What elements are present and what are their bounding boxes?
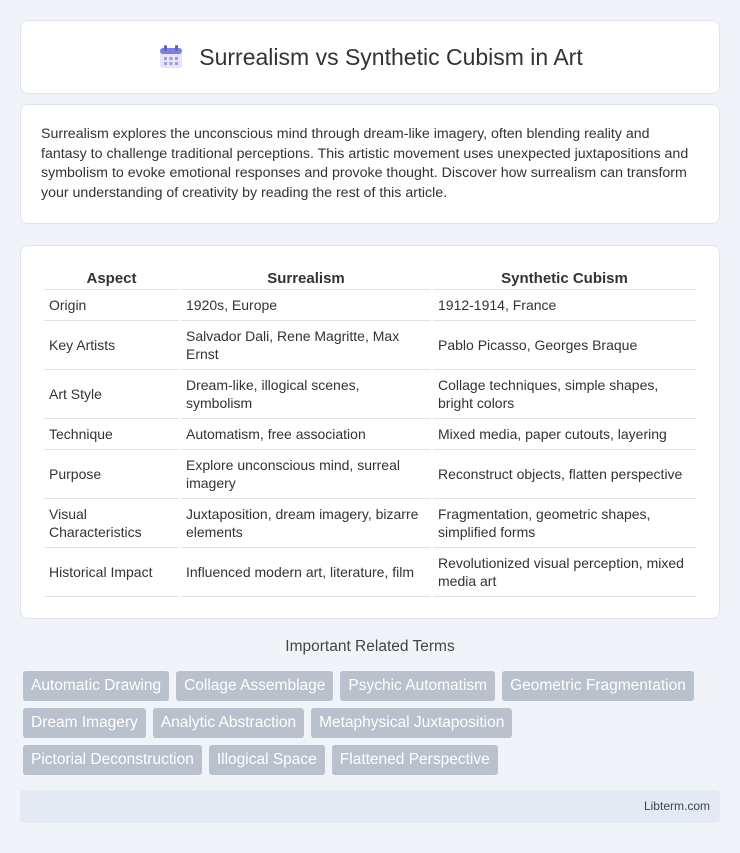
table-cell: Collage techniques, simple shapes, bright colors <box>433 370 696 419</box>
table-cell: Fragmentation, geometric shapes, simplified forms <box>433 499 696 548</box>
table-cell: Juxtaposition, dream imagery, bizarre elements <box>181 499 431 548</box>
comparison-table <box>42 266 698 597</box>
table-row <box>44 321 696 370</box>
intro-text: Surrealism explores the unconscious mind through dream-like imagery, often blending reality and fantasy to challenge traditional perceptions. This artistic movement uses unexpected juxtapositions and symbolism to evoke emotional responses and provoke thought. Discover how surrealism can transform your understanding of creativity by reading the rest of this article. <box>41 126 689 201</box>
table-header-aspect: Aspect <box>44 266 179 290</box>
table-header-synthetic-cubism: Synthetic Cubism <box>433 266 696 290</box>
footer-site-link[interactable]: Libterm.com <box>643 799 710 813</box>
tag-metaphysical-juxtaposition[interactable]: Metaphysical Juxtaposition <box>311 708 512 738</box>
table-row <box>44 419 696 450</box>
tag-psychic-automatism[interactable]: Psychic Automatism <box>340 671 495 701</box>
calendar-icon <box>157 43 185 71</box>
table-cell: Reconstruct objects, flatten perspective <box>433 450 696 499</box>
tag-geometric-fragmentation[interactable]: Geometric Fragmentation <box>502 671 694 701</box>
related-terms-title: Important Related Terms <box>285 638 455 655</box>
table-cell: Visual Characteristics <box>44 499 179 548</box>
table-cell: Dream-like, illogical scenes, symbolism <box>181 370 431 419</box>
table-cell: Purpose <box>44 450 179 499</box>
table-row <box>44 370 696 419</box>
comparison-table-card <box>20 245 720 619</box>
related-terms-tags <box>23 671 723 782</box>
table-cell: Technique <box>44 419 179 450</box>
tag-analytic-abstraction[interactable]: Analytic Abstraction <box>153 708 304 738</box>
table-cell: 1912-1914, France <box>433 290 696 321</box>
table-cell: Influenced modern art, literature, film <box>181 548 431 597</box>
table-cell: Key Artists <box>44 321 179 370</box>
intro-card <box>20 104 720 224</box>
page-title: Surrealism vs Synthetic Cubism in Art <box>199 43 583 70</box>
table-cell: 1920s, Europe <box>181 290 431 321</box>
table-row <box>44 499 696 548</box>
tag-collage-assemblage[interactable]: Collage Assemblage <box>176 671 333 701</box>
table-cell: Pablo Picasso, Georges Braque <box>433 321 696 370</box>
footer <box>20 790 720 823</box>
tag-automatic-drawing[interactable]: Automatic Drawing <box>23 671 169 701</box>
table-cell: Art Style <box>44 370 179 419</box>
table-cell: Explore unconscious mind, surreal imagery <box>181 450 431 499</box>
tag-flattened-perspective[interactable]: Flattened Perspective <box>332 745 498 775</box>
tag-dream-imagery[interactable]: Dream Imagery <box>23 708 146 738</box>
table-header-surrealism: Surrealism <box>181 266 431 290</box>
table-cell: Salvador Dali, Rene Magritte, Max Ernst <box>181 321 431 370</box>
table-row <box>44 450 696 499</box>
tag-illogical-space[interactable]: Illogical Space <box>209 745 325 775</box>
table-cell: Mixed media, paper cutouts, layering <box>433 419 696 450</box>
table-cell: Revolutionized visual perception, mixed media art <box>433 548 696 597</box>
header-card <box>20 20 720 94</box>
table-row <box>44 548 696 597</box>
table-cell: Origin <box>44 290 179 321</box>
tag-pictorial-deconstruction[interactable]: Pictorial Deconstruction <box>23 745 202 775</box>
table-cell: Automatism, free association <box>181 419 431 450</box>
table-cell: Historical Impact <box>44 548 179 597</box>
table-row <box>44 290 696 321</box>
